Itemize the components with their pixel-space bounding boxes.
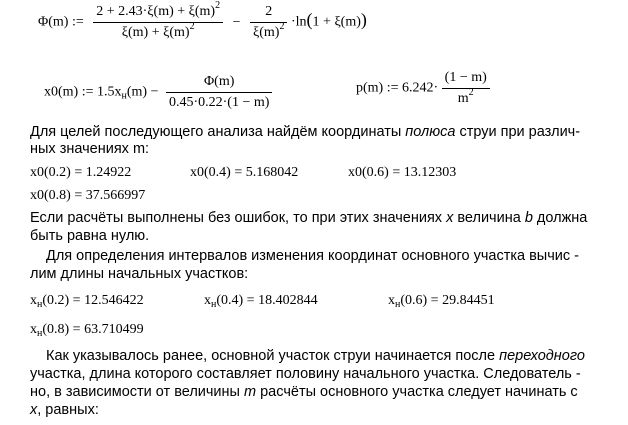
- p2-text-a: Если расчёты выполнены без ошибок, то при этих значениях: [30, 210, 447, 226]
- phi-den2-exp: 2: [279, 21, 285, 32]
- paragraph-1-line-2: ных значениях m:: [30, 141, 150, 157]
- p4-text-d: , равных:: [37, 402, 99, 418]
- paragraph-4-line-3: [30, 384, 578, 401]
- p-den: m: [457, 91, 469, 106]
- phi-minus: −: [232, 14, 241, 30]
- x0-lhs: x0(m) := 1.5x: [44, 84, 122, 100]
- x0-value-4: x0(0.8) = 37.566997: [30, 188, 146, 203]
- x0-fraction: [166, 74, 272, 111]
- phi-fraction-1: [93, 0, 223, 41]
- p4-text-b: но, в зависимости от величины: [30, 384, 244, 400]
- p-num: (1 − m): [442, 70, 490, 89]
- p4-italic-1: переходного: [499, 348, 585, 364]
- formula-p: [356, 70, 490, 107]
- xn-value-4: $x_н(0.8) = 63.710499$: [30, 322, 144, 339]
- p-lhs: p(m) := 6.242·: [356, 80, 439, 96]
- phi-den1: ξ(m) + ξ(m): [121, 25, 190, 40]
- p4-italic-x: x: [30, 402, 38, 418]
- formula-x0: [44, 74, 272, 111]
- phi-den2: ξ(m): [253, 25, 280, 40]
- p-den-exp: 2: [468, 87, 474, 98]
- xn-value-1: $x_н(0.2) = 12.546422$: [30, 293, 144, 310]
- x0-value-3: x0(0.6) = 13.12303: [348, 165, 457, 180]
- phi-lhs: Φ(m) :=: [38, 14, 84, 30]
- xn-value-3: $x_н(0.6) = 29.84451$: [388, 293, 495, 310]
- paragraph-4-line-2: участка, длина которого составляет половину начального участка. Следователь -: [30, 366, 581, 382]
- p1-italic: полюса: [405, 124, 456, 140]
- x0-num: Φ(m): [166, 74, 272, 93]
- paragraph-1-line-1: [30, 124, 580, 141]
- formula-phi: Φ(m) := $\frac{2 + 2.43\cdot\xi(m) + \xi(m)^2}{\xi(m) + \xi(m)^2}$ − $\frac{2}{\xi(m)^2}$ ·ln(1 + ξ(m)): [38, 0, 367, 40]
- paragraph-3-line-1: Для определения интервалов изменения координат основного участка вычис -: [46, 248, 579, 264]
- p2-italic-b: b: [524, 210, 533, 226]
- phi-num1: 2 + 2.43·ξ(m) + ξ(m): [96, 4, 216, 19]
- paragraph-4-line-1: [46, 348, 585, 365]
- phi-ln: ·ln: [290, 14, 307, 30]
- phi-num2: 2: [250, 4, 287, 23]
- p2-text-b: величина: [453, 210, 525, 226]
- phi-fraction-2: [250, 4, 287, 41]
- p2-italic-x: x: [446, 210, 454, 226]
- paragraph-4-line-4: [30, 402, 99, 419]
- p4-text-c: расчёты основного участка следует начинать с: [256, 384, 578, 400]
- paragraph-2-line-1: [30, 210, 587, 227]
- p4-text-a: Как указывалось ранее, основной участок струи начинается после: [46, 348, 500, 364]
- phi-den1-exp: 2: [189, 21, 195, 32]
- x0-lhs-tail: (m) −: [126, 84, 159, 100]
- x0-lhs-sub: н: [121, 90, 127, 102]
- paragraph-3-line-2: лим длины начальных участков:: [30, 266, 249, 282]
- x0-den: 0.45·0.22·(1 − m): [168, 95, 270, 110]
- p2-text-c: должна: [532, 210, 588, 226]
- p1-text-b: струи при различ-: [455, 124, 581, 140]
- phi-ln-arg: 1 + ξ(m): [312, 14, 361, 30]
- x0-value-1: x0(0.2) = 1.24922: [30, 165, 132, 180]
- phi-num1-exp: 2: [215, 0, 221, 11]
- paragraph-2-line-2: быть равна нулю.: [30, 228, 150, 244]
- p1-text-a: Для целей последующего анализа найдём координаты: [30, 124, 406, 140]
- p-fraction: [442, 70, 490, 107]
- x0-value-2: x0(0.4) = 5.168042: [190, 165, 299, 180]
- xn-value-2: $x_н(0.4) = 18.402844$: [204, 293, 318, 310]
- p4-italic-m: m: [244, 384, 257, 400]
